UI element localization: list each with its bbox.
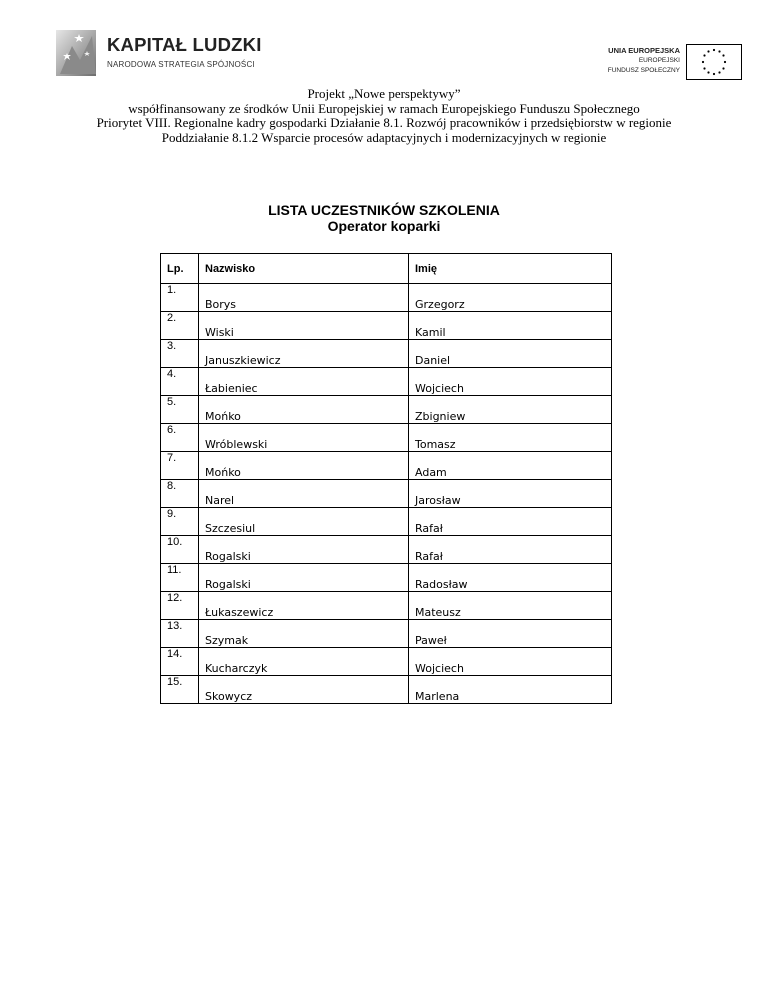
cell-lp: 14. xyxy=(161,648,199,676)
kapital-ludzki-title: KAPITAŁ LUDZKI xyxy=(107,34,262,55)
cell-first-name: Wojciech xyxy=(409,648,612,676)
participants-table xyxy=(160,253,612,704)
table-header-row xyxy=(161,254,612,284)
cell-lp: 6. xyxy=(161,424,199,452)
cell-first-name: Radosław xyxy=(409,564,612,592)
header-surname: Nazwisko xyxy=(199,254,409,284)
table-row xyxy=(161,480,612,508)
cell-first-name: Tomasz xyxy=(409,424,612,452)
cell-surname: Skowycz xyxy=(199,676,409,704)
eu-logo xyxy=(582,40,742,80)
table-row xyxy=(161,508,612,536)
table-row xyxy=(161,536,612,564)
cell-surname: Wiski xyxy=(199,312,409,340)
header-first-name: Imię xyxy=(409,254,612,284)
cell-surname: Mońko xyxy=(199,396,409,424)
cell-lp: 9. xyxy=(161,508,199,536)
eu-logo-text xyxy=(608,46,680,76)
document-title: LISTA UCZESTNIKÓW SZKOLENIA xyxy=(268,202,500,218)
cell-first-name: Grzegorz xyxy=(409,284,612,312)
kapital-ludzki-subtitle: NARODOWA STRATEGIA SPÓJNOŚCI xyxy=(107,60,255,69)
cell-surname: Kucharczyk xyxy=(199,648,409,676)
cell-lp: 11. xyxy=(161,564,199,592)
cell-lp: 7. xyxy=(161,452,199,480)
cell-lp: 10. xyxy=(161,536,199,564)
cell-surname: Mońko xyxy=(199,452,409,480)
table-row xyxy=(161,424,612,452)
cell-surname: Łukaszewicz xyxy=(199,592,409,620)
table-row xyxy=(161,284,612,312)
table-row xyxy=(161,620,612,648)
cell-first-name: Paweł xyxy=(409,620,612,648)
cell-lp: 8. xyxy=(161,480,199,508)
table-row xyxy=(161,564,612,592)
cell-first-name: Daniel xyxy=(409,340,612,368)
cell-surname: Borys xyxy=(199,284,409,312)
cell-lp: 15. xyxy=(161,676,199,704)
cell-first-name: Marlena xyxy=(409,676,612,704)
eu-logo-line2: EUROPEJSKI xyxy=(638,57,680,64)
eu-logo-line3: FUNDUSZ SPOŁECZNY xyxy=(607,67,680,74)
cell-surname: Januszkiewicz xyxy=(199,340,409,368)
document-title-block xyxy=(0,202,768,234)
project-header xyxy=(0,87,768,145)
kapital-ludzki-emblem-icon xyxy=(52,26,102,82)
table-row xyxy=(161,396,612,424)
project-line-1: Projekt „Nowe perspektywy” xyxy=(307,86,461,101)
cell-first-name: Zbigniew xyxy=(409,396,612,424)
table-row xyxy=(161,592,612,620)
cell-surname: Narel xyxy=(199,480,409,508)
cell-surname: Szymak xyxy=(199,620,409,648)
document-subtitle: Operator koparki xyxy=(327,218,441,234)
cell-surname: Wróblewski xyxy=(199,424,409,452)
cell-lp: 5. xyxy=(161,396,199,424)
cell-first-name: Jarosław xyxy=(409,480,612,508)
table-row xyxy=(161,312,612,340)
project-line-2: współfinansowany ze środków Unii Europejskiej w ramach Europejskiego Funduszu Społecznego xyxy=(128,100,640,116)
header-lp: Lp. xyxy=(161,254,199,284)
cell-first-name: Kamil xyxy=(409,312,612,340)
table-row xyxy=(161,368,612,396)
cell-surname: Rogalski xyxy=(199,536,409,564)
cell-first-name: Wojciech xyxy=(409,368,612,396)
cell-lp: 12. xyxy=(161,592,199,620)
table-body xyxy=(161,284,612,704)
cell-lp: 3. xyxy=(161,340,199,368)
cell-surname: Łabieniec xyxy=(199,368,409,396)
project-line-4: Poddziałanie 8.1.2 Wsparcie procesów adaptacyjnych i modernizacyjnych w regionie xyxy=(161,129,607,145)
cell-surname: Szczesiul xyxy=(199,508,409,536)
eu-logo-line1: UNIA EUROPEJSKA xyxy=(608,46,680,55)
eu-flag-icon xyxy=(686,44,742,80)
table-row xyxy=(161,452,612,480)
table-row xyxy=(161,648,612,676)
cell-lp: 2. xyxy=(161,312,199,340)
cell-first-name: Rafał xyxy=(409,508,612,536)
table-row xyxy=(161,340,612,368)
cell-lp: 4. xyxy=(161,368,199,396)
cell-first-name: Adam xyxy=(409,452,612,480)
cell-lp: 1. xyxy=(161,284,199,312)
kapital-ludzki-logo xyxy=(52,26,272,86)
cell-first-name: Rafał xyxy=(409,536,612,564)
project-line-3: Priorytet VIII. Regionalne kadry gospodarki Działanie 8.1. Rozwój pracowników i przedsiębiorstw w regionie xyxy=(96,115,672,130)
cell-surname: Rogalski xyxy=(199,564,409,592)
table-row xyxy=(161,676,612,704)
cell-lp: 13. xyxy=(161,620,199,648)
cell-first-name: Mateusz xyxy=(409,592,612,620)
